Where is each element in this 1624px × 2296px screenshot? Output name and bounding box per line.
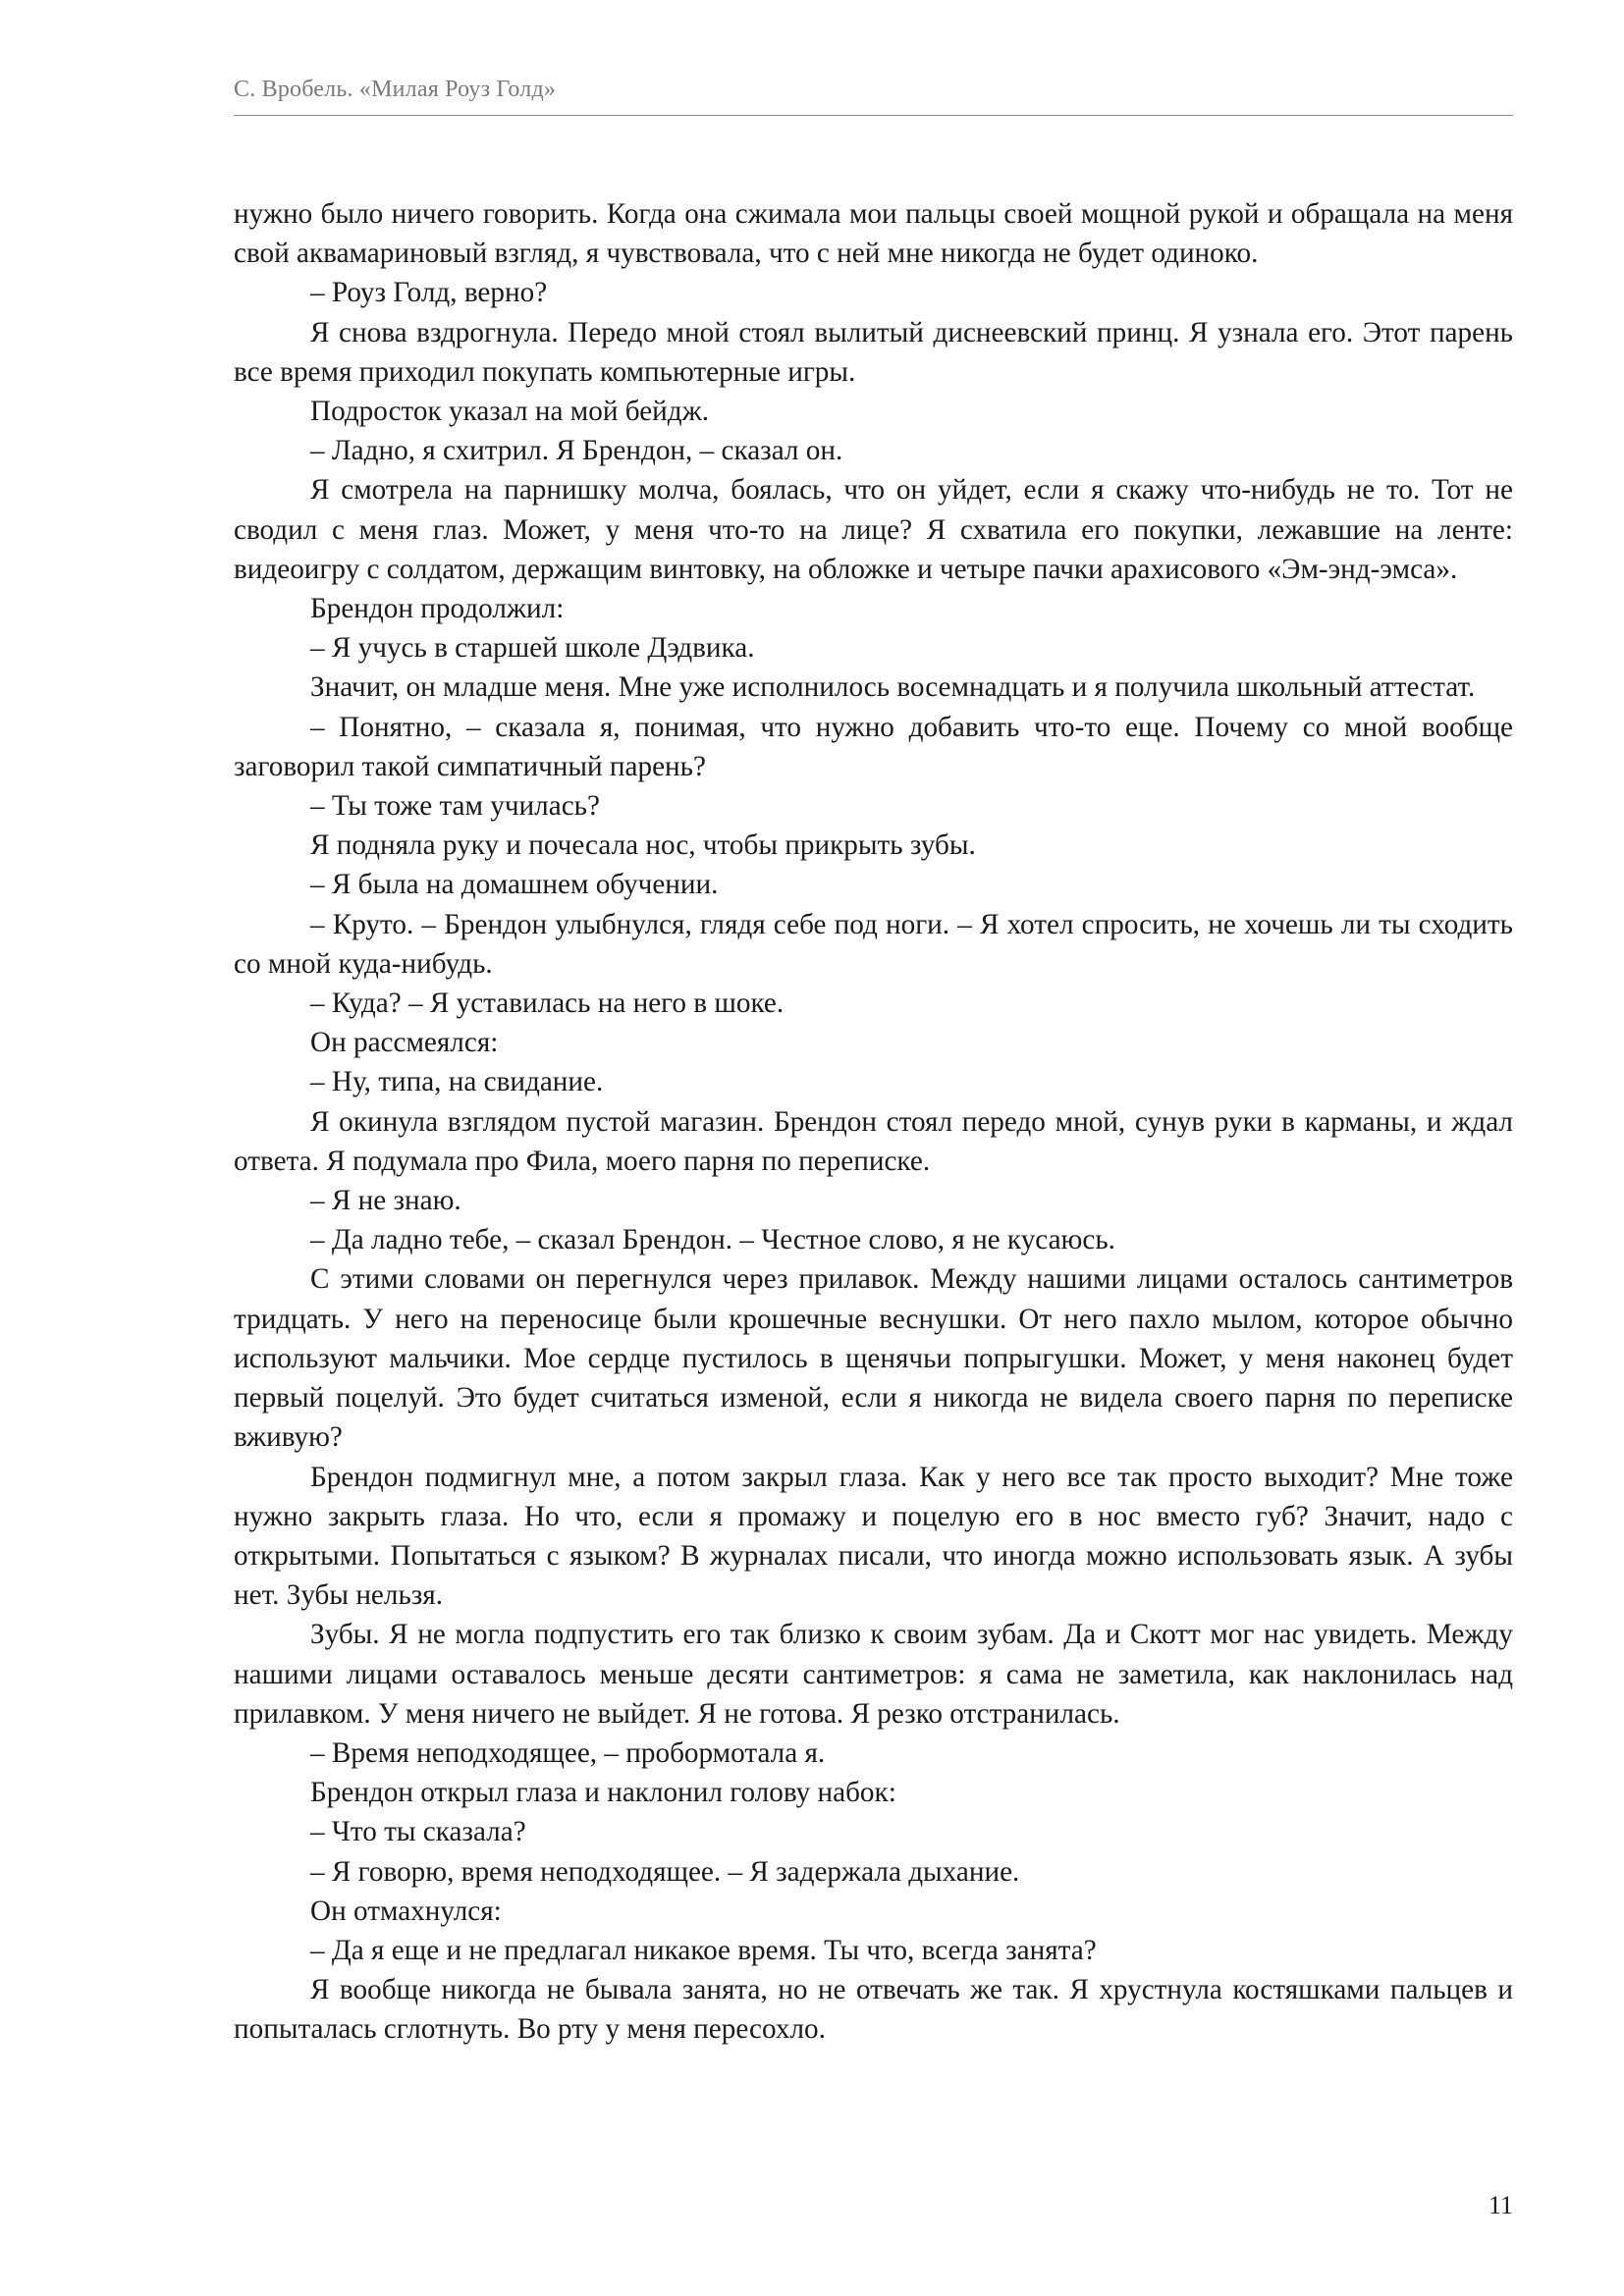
paragraph: – Я учусь в старшей школе Дэдвика. <box>310 632 755 665</box>
paragraph: – Я была на домашнем обучении. <box>310 869 719 901</box>
paragraph: – Да я еще и не предлагал никакое время. Ты что, всегда занята? <box>310 1934 1097 1966</box>
paragraph: – Понятно, – сказала я, понимая, что нужно добавить что-то еще. Почему со мной вообще заговорил такой симпатичный парень? <box>234 711 1513 782</box>
paragraph: Брендон подмигнул мне, а потом закрыл глаза. Как у него все так просто выходит? Мне тоже нужно закрыть глаза. Но что, если я промажу и поцелую его в нос вместо губ? Значит, надо с открытыми. Попытаться с языком? В журналах писали, что иногда можно использовать язык. А зубы нет. Зубы нельзя. <box>234 1461 1513 1612</box>
paragraph: Зубы. Я не могла подпустить его так близко к своим зубам. Да и Скотт мог нас увидеть. Между нашими лицами оставалось меньше десяти сантиметров: я сама не заметила, как наклонилась над прилавком. У меня ничего не выйдет. Я не готова. Я резко отстранилась. <box>234 1619 1513 1730</box>
paragraph: – Роуз Голд, верно? <box>310 277 548 309</box>
paragraph: Он рассмеялся: <box>310 1027 499 1059</box>
paragraph: – Что ты сказала? <box>310 1816 526 1848</box>
paragraph: – Я не знаю. <box>310 1185 461 1217</box>
paragraph: – Я говорю, время неподходящее. – Я задержала дыхание. <box>310 1855 1020 1888</box>
paragraph: – Круто. – Брендон улыбнулся, глядя себе под ноги. – Я хотел спросить, не хочешь ли ты сходить со мной куда-нибудь. <box>234 908 1513 980</box>
paragraph: Я смотрела на парнишку молча, боялась, что он уйдет, если я скажу что-нибудь не то. Тот не сводил с меня глаз. Может, у меня что-то на лице? Я схватила его покупки, лежавшие на ленте: видеоигру с солдатом, держащим винтовку, на обложке и четыре пачки арахисового «Эм-энд-эмса». <box>234 474 1513 585</box>
paragraph: Брендон продолжил: <box>310 593 565 625</box>
paragraph: – Ты тоже там училась? <box>310 790 600 823</box>
paragraph: Я подняла руку и почесала нос, чтобы прикрыть зубы. <box>310 829 976 862</box>
paragraph: Подросток указал на мой бейдж. <box>310 396 710 428</box>
paragraph: Я снова вздрогнула. Передо мной стоял вылитый диснеевский принц. Я узнала его. Этот парень все время приходил покупать компьютерные игры. <box>234 316 1513 388</box>
paragraph: Значит, он младше меня. Мне уже исполнилось восемнадцать и я получила школьный аттестат. <box>310 671 1476 704</box>
paragraph: Я вообще никогда не бывала занята, но не отвечать же так. Я хрустнула костяшками пальцев и попыталась сглотнуть. Во рту у меня пересохло. <box>234 1974 1513 2046</box>
paragraph: нужно было ничего говорить. Когда она сжимала мои пальцы своей мощной рукой и обращала на меня свой аквамариновый взгляд, я чувствовала, что с ней мне никогда не будет одиноко. <box>234 198 1513 270</box>
running-header: С. Вробель. «Милая Роуз Голд» <box>234 77 557 102</box>
paragraph: – Ну, типа, на свидание. <box>310 1066 604 1098</box>
paragraph: С этими словами он перегнулся через прилавок. Между нашими лицами осталось сантиметров тридцать. У него на переносице были крошечные веснушки. От него пахло мылом, которое обычно используют мальчики. Мое сердце пустилось в щенячьи попрыгушки. Может, у меня наконец будет первый поцелуй. Это будет считаться изменой, если я никогда не видела своего парня по переписке вживую? <box>234 1263 1513 1454</box>
paragraph: – Время неподходящее, – пробормотала я. <box>310 1736 826 1769</box>
paragraph: – Ладно, я схитрил. Я Брендон, – сказал он. <box>310 435 843 467</box>
paragraph: Он отмахнулся: <box>310 1895 502 1927</box>
paragraph: – Да ладно тебе, – сказал Брендон. – Честное слово, я не кусаюсь. <box>310 1224 1115 1256</box>
page-number: 11 <box>1488 2191 1513 2219</box>
page-body <box>234 194 1513 2050</box>
paragraph: – Куда? – Я уставилась на него в шоке. <box>310 988 785 1020</box>
header-divider <box>234 115 1513 116</box>
paragraph: Я окинула взглядом пустой магазин. Брендон стоял передо мной, сунув руки в карманы, и ждал ответа. Я подумала про Фила, моего парня по переписке. <box>234 1105 1513 1177</box>
paragraph: Брендон открыл глаза и наклонил голову набок: <box>310 1777 896 1809</box>
